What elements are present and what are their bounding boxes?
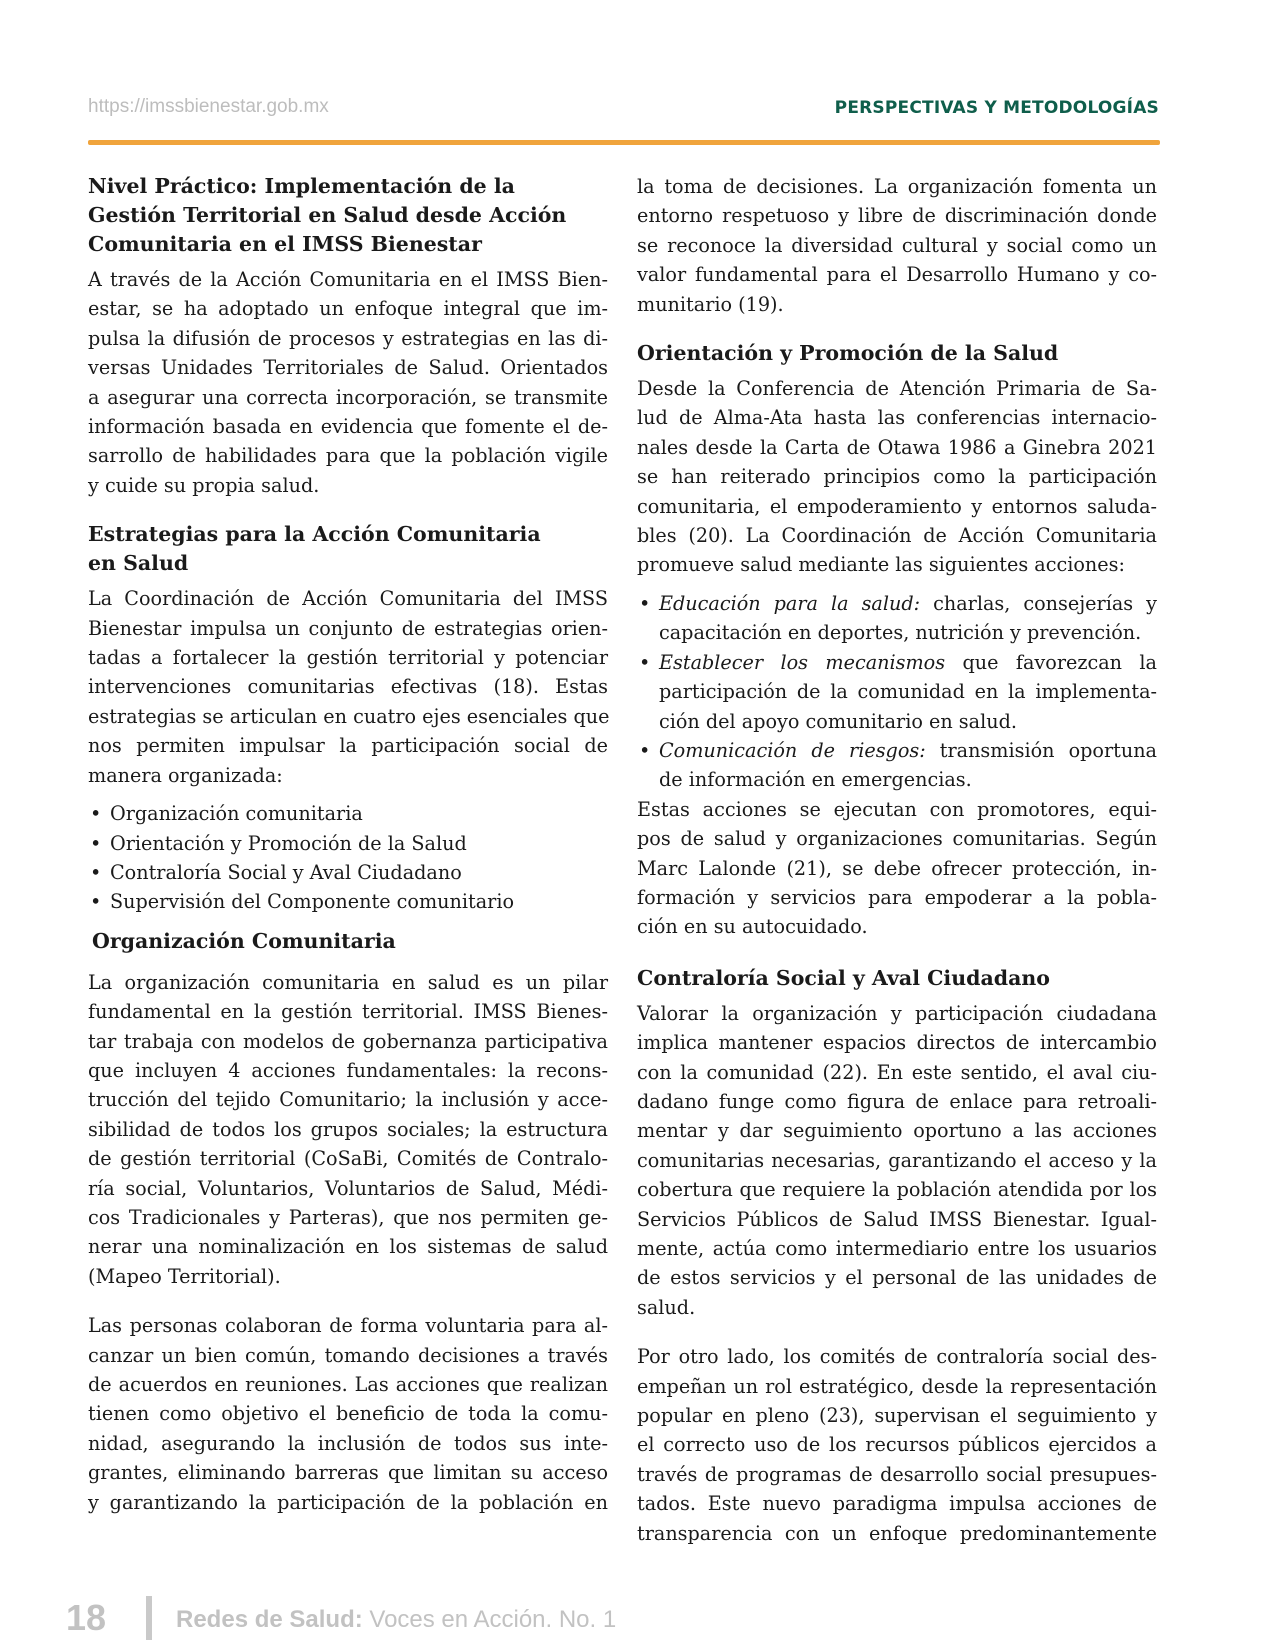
paragraph-continuation: la toma de decisiones. La organización fomenta un entorno respetuoso y libre de discriminación donde se reconoce la diversidad cultural y social como un valor fundamental para el Desarrollo Humano y co- munitario (19).	[637, 175, 1157, 316]
right-column	[637, 172, 1157, 1548]
page-number: 18	[66, 1597, 107, 1638]
paragraph-lalonde: Estas acciones se ejecutan con promotores, equi- pos de salud y organizaciones comunitarias. Según Marc Lalonde (21), se debe ofrecer protección, in- formación y servicios para empoderar a la pobla- ción en su autocuidado.	[637, 797, 1157, 939]
paragraph-intro: A través de la Acción Comunitaria en el IMSS Bien- estar, se ha adoptado un enfoque integral que im- pulsa la difusión de procesos y estrategias en las di- versas Unidades Territoriales de Salud. Orientados a asegurar una correcta incorporación, se transmite información basada en evidencia que fomente el de- sarrollo de habilidades para que la población vigile y cuide su propia salud.	[88, 268, 608, 497]
paragraph-aval-ciudadano: Valorar la organización y participación ciudadana implica mantener espacios directos de intercambio con la comunidad (22). En este sentido, el aval ciu- dadano funge como figura de enlace para retroali- mentar y dar seguimiento oportuno a las acciones comunitarias necesarias, garantizando el acceso y la cobertura que requiere la población atendida por los Servicios Públicos de Salud IMSS Bienestar. Igual- mente, actúa como intermediario entre los usuarios de estos servicios y el personal de las unidades de salud.	[637, 1001, 1157, 1319]
heading-nivel-practico: Nivel Práctico: Implementación de la Gestión Territorial en Salud desde Acción Comunitaria en el IMSS Bienestar	[88, 174, 567, 256]
list-item: • Educación para la salud: charlas, consejerías y capacitación en deportes, nutrición y prevención.	[637, 589, 1157, 648]
footer-divider	[146, 1596, 152, 1640]
list-item: • Supervisión del Componente comunitario	[88, 887, 608, 916]
list-item: • Orientación y Promoción de la Salud	[88, 829, 608, 858]
heading-estrategias: Estrategias para la Acción Comunitaria en Salud	[88, 522, 541, 576]
section-title: PERSPECTIVAS Y METODOLOGÍAS	[834, 98, 1159, 118]
paragraph-comites: Por otro lado, los comités de contraloría social des- empeñan un rol estratégico, desde la representación popular en pleno (23), supervisan el seguimiento y el correcto uso de los recursos públicos ejercidos a través de programas de desarrollo social presupues- tados. Este nuevo paradigma impulsa acciones de transparencia con un enfoque predominantemente	[637, 1345, 1157, 1545]
publication-title: Redes de Salud: Voces en Acción. No. 1	[176, 1606, 617, 1633]
list-item: • Contraloría Social y Aval Ciudadano	[88, 858, 608, 887]
actions-list	[637, 589, 1157, 795]
paragraph-orientacion: Desde la Conferencia de Atención Primaria de Sa- lud de Alma-Ata hasta las conferencias internacio- nales desde la Carta de Otawa 1986 a Ginebra 2021 se han reiterado principios como la participación comunitaria, el empoderamiento y entornos saluda- bles (20). La Coordinación de Acción Comunitaria promueve salud mediante las siguientes acciones:	[637, 377, 1157, 577]
axes-list	[88, 799, 608, 917]
heading-contraloria: Contraloría Social y Aval Ciudadano	[637, 965, 1050, 990]
list-item: • Comunicación de riesgos: transmisión oportuna de información en emergencias.	[637, 736, 1157, 795]
site-url[interactable]: https://imssbienestar.gob.mx	[88, 96, 329, 117]
list-item: • Establecer los mecanismos que favorezcan la participación de la comunidad en la implementa- ción del apoyo comunitario en salud.	[637, 648, 1157, 736]
paragraph-voluntarios: Las personas colaboran de forma voluntaria para al- canzar un bien común, tomando decisiones a través de acuerdos en reuniones. Las acciones que realizan tienen como objetivo el beneficio de toda la comu- nidad, asegurando la inclusión de todos sus inte- grantes, eliminando barreras que limitan su acceso y garantizando la participación de la población en	[88, 1314, 608, 1514]
heading-orientacion-promocion: Orientación y Promoción de la Salud	[637, 341, 1059, 366]
list-item: • Organización comunitaria	[88, 799, 608, 828]
left-column	[88, 172, 608, 1517]
heading-organizacion-comunitaria: Organización Comunitaria	[92, 928, 396, 953]
paragraph-estrategias: La Coordinación de Acción Comunitaria del IMSS Bienestar impulsa un conjunto de estrategias orien- tadas a fortalecer la gestión territorial y potenciar intervenciones comunitarias efectivas (18). Estas estrategias se articulan en cuatro ejes esenciales que nos permiten impulsar la participación social de manera organizada:	[88, 587, 610, 787]
paragraph-organizacion: La organización comunitaria en salud es un pilar fundamental en la gestión territorial. IMSS Bienes- tar trabaja con modelos de gobernanza participativa que incluyen 4 acciones fundamentales: la recons- trucción del tejido Comunitario; la inclusión y acce- sibilidad de todos los grupos sociales; la estructura de gestión territorial (CoSaBi, Comités de Contralo- ría social, Voluntarios, Voluntarios de Salud, Médi- cos Tradicionales y Parteras), que nos permiten ge- nerar una nominalización en los sistemas de salud (Mapeo Territorial).	[88, 970, 608, 1288]
header-divider	[88, 140, 1160, 145]
